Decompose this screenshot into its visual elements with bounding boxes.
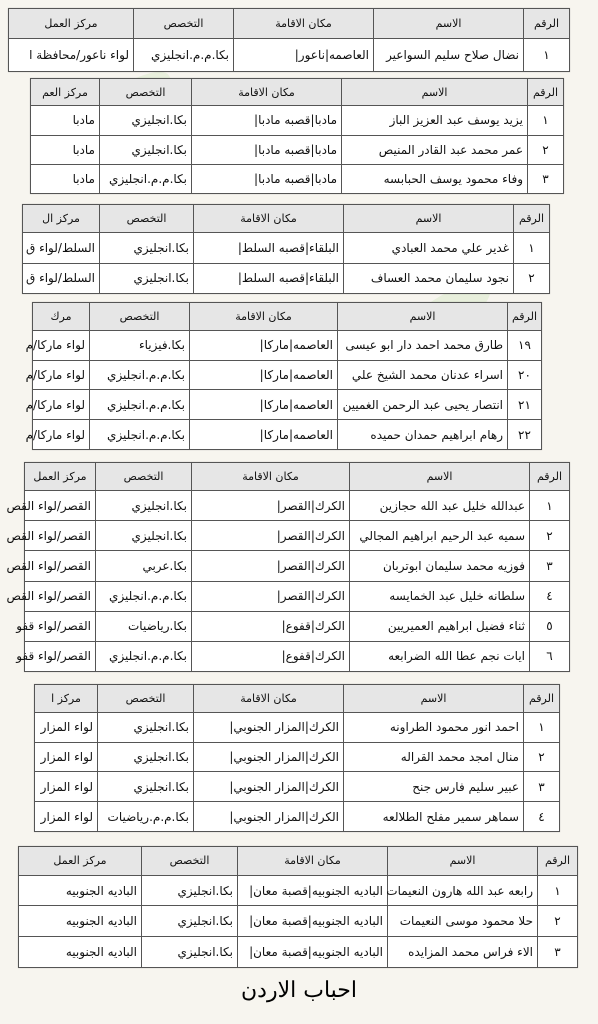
- cell-workplace: القصر/لواء القص: [25, 551, 96, 581]
- cell-workplace: لواء ماركا/م: [33, 390, 90, 420]
- table-row: [19, 937, 578, 968]
- header-workplace: مركز ال: [23, 205, 100, 233]
- cell-num: ٢: [538, 906, 578, 937]
- cell-residence: الباديه الجنوبيه|قصبة معان|: [238, 937, 388, 968]
- cell-name: يزيد يوسف عبد العزيز الباز: [342, 106, 528, 135]
- table-fragment-1: [8, 8, 570, 72]
- table-row: [35, 742, 560, 772]
- cell-num: ٤: [530, 581, 570, 611]
- table-row: [31, 164, 564, 193]
- cell-workplace: لواء ماركا/م: [33, 360, 90, 390]
- header-name: الاسم: [344, 205, 514, 233]
- cell-num: ٢: [524, 742, 560, 772]
- cell-workplace: القصر/لواء القص: [25, 581, 96, 611]
- cell-num: ١٩: [508, 330, 542, 360]
- cell-specialty: بكا.رياضيات: [96, 611, 192, 641]
- cell-specialty: بكا.انجليزي: [96, 521, 192, 551]
- cell-num: ٢: [530, 521, 570, 551]
- table-row: [35, 802, 560, 832]
- cell-specialty: بكا.انجليزي: [142, 906, 238, 937]
- cell-specialty: بكا.انجليزي: [100, 106, 192, 135]
- cell-residence: العاصمه|ماركا|: [190, 360, 338, 390]
- cell-workplace: لواء ماركا/م: [33, 330, 90, 360]
- cell-name: طارق محمد احمد دار ابو عيسى: [338, 330, 508, 360]
- cell-specialty: بكا.عربي: [96, 551, 192, 581]
- table-row: [25, 551, 570, 581]
- cell-residence: الكرك|قفوع|: [192, 611, 350, 641]
- cell-name: ايات نجم عطا الله الضرابعه: [350, 641, 530, 671]
- cell-residence: الباديه الجنوبيه|قصبة معان|: [238, 875, 388, 906]
- table-fragment-5: [6, 462, 570, 672]
- table-row: [25, 521, 570, 551]
- table-row: [19, 906, 578, 937]
- header-residence: مكان الاقامة: [192, 79, 342, 106]
- cell-num: ١: [528, 106, 564, 135]
- table-row: [25, 581, 570, 611]
- cell-name: الاء فراس محمد المزايده: [388, 937, 538, 968]
- cell-specialty: بكا.انجليزي: [142, 875, 238, 906]
- cell-residence: الكرك|القصر|: [192, 581, 350, 611]
- cell-workplace: السلط/لواء ق: [23, 263, 100, 293]
- cell-workplace: لواء المزار: [35, 772, 98, 802]
- cell-specialty: بكا.م.م.انجليزي: [100, 164, 192, 193]
- header-specialty: التخصص: [100, 79, 192, 106]
- cell-num: ٢٢: [508, 420, 542, 450]
- table-fragment-7: [18, 846, 578, 968]
- cell-name: عبير سليم فارس جنح: [344, 772, 524, 802]
- cell-workplace: القصر/لواء القص: [25, 491, 96, 521]
- table-row: [31, 135, 564, 164]
- cell-residence: الكرك|القصر|: [192, 551, 350, 581]
- cell-num: ٢: [528, 135, 564, 164]
- table-row: [25, 491, 570, 521]
- cell-name: نجود سليمان محمد العساف: [344, 263, 514, 293]
- cell-residence: العاصمه|ناعور|: [234, 39, 374, 72]
- header-workplace: مركز العمل: [19, 847, 142, 876]
- cell-specialty: بكا.انجليزي: [98, 712, 194, 742]
- header-specialty: التخصص: [142, 847, 238, 876]
- cell-name: غدير علي محمد العبادي: [344, 233, 514, 263]
- header-name: الاسم: [388, 847, 538, 876]
- header-num: الرقم: [538, 847, 578, 876]
- header-residence: مكان الاقامة: [194, 205, 344, 233]
- header-name: الاسم: [350, 463, 530, 491]
- cell-num: ٤: [524, 802, 560, 832]
- cell-num: ٦: [530, 641, 570, 671]
- cell-num: ١: [538, 875, 578, 906]
- cell-specialty: بكا.انجليزي: [100, 233, 194, 263]
- header-workplace: مرك: [33, 303, 90, 331]
- cell-specialty: بكا.م.م.رياضيات: [98, 802, 194, 832]
- cell-name: فوزيه محمد سليمان ابوتربان: [350, 551, 530, 581]
- cell-name: سلطانه خليل عبد الخمايسه: [350, 581, 530, 611]
- cell-workplace: لواء ماركا/م: [33, 420, 90, 450]
- cell-specialty: بكا.انجليزي: [100, 263, 194, 293]
- cell-name: نضال صلاح سليم السواعير: [374, 39, 524, 72]
- cell-workplace: القصر/لواء القص: [25, 521, 96, 551]
- header-workplace: مركز العمل: [25, 463, 96, 491]
- cell-residence: العاصمه|ماركا|: [190, 390, 338, 420]
- cell-residence: مادبا|قصبه مادبا|: [192, 106, 342, 135]
- cell-num: ١: [530, 491, 570, 521]
- cell-specialty: بكا.م.م.انجليزي: [134, 39, 234, 72]
- header-workplace: مركز العم: [31, 79, 100, 106]
- header-num: الرقم: [530, 463, 570, 491]
- cell-num: ٥: [530, 611, 570, 641]
- header-residence: مكان الاقامة: [194, 685, 344, 713]
- header-workplace: مركز العمل: [9, 9, 134, 39]
- cell-workplace: لواء المزار: [35, 802, 98, 832]
- caption-text: احباب الاردن: [241, 978, 357, 1003]
- table-row: [23, 263, 550, 293]
- cell-workplace: السلط/لواء ق: [23, 233, 100, 263]
- cell-name: سميه عبد الرحيم ابراهيم المجالي: [350, 521, 530, 551]
- cell-specialty: بكا.م.م.انجليزي: [96, 641, 192, 671]
- table-row: [25, 641, 570, 671]
- cell-residence: الكرك|المزار الجنوبي|: [194, 712, 344, 742]
- table-row: [33, 330, 542, 360]
- cell-num: ١: [514, 233, 550, 263]
- header-specialty: التخصص: [100, 205, 194, 233]
- cell-name: ثناء فضيل ابراهيم العميريين: [350, 611, 530, 641]
- header-specialty: التخصص: [90, 303, 190, 331]
- cell-num: ٢: [514, 263, 550, 293]
- header-name: الاسم: [338, 303, 508, 331]
- cell-workplace: الباديه الجنوبيه: [19, 937, 142, 968]
- cell-num: ٢١: [508, 390, 542, 420]
- cell-name: رابعه عبد الله هارون النعيمات: [388, 875, 538, 906]
- cell-num: ٢٠: [508, 360, 542, 390]
- cell-specialty: بكا.فيزياء: [90, 330, 190, 360]
- cell-specialty: بكا.م.م.انجليزي: [96, 581, 192, 611]
- header-residence: مكان الاقامة: [234, 9, 374, 39]
- cell-specialty: بكا.م.م.انجليزي: [90, 390, 190, 420]
- cell-name: اسراء عدنان محمد الشيخ علي: [338, 360, 508, 390]
- header-num: الرقم: [524, 685, 560, 713]
- cell-name: وفاء محمود يوسف الحبابسه: [342, 164, 528, 193]
- cell-name: منال امجد محمد القراله: [344, 742, 524, 772]
- cell-num: ٣: [524, 772, 560, 802]
- table-row: [23, 233, 550, 263]
- table-row: [35, 712, 560, 742]
- cell-workplace: القصر/لواء قفو: [25, 641, 96, 671]
- table-row: [19, 875, 578, 906]
- cell-residence: الكرك|المزار الجنوبي|: [194, 772, 344, 802]
- cell-specialty: بكا.م.م.انجليزي: [90, 360, 190, 390]
- cell-name: احمد انور محمود الطراونه: [344, 712, 524, 742]
- header-num: الرقم: [508, 303, 542, 331]
- cell-num: ١: [524, 39, 570, 72]
- cell-residence: الكرك|المزار الجنوبي|: [194, 742, 344, 772]
- table-row: [25, 611, 570, 641]
- table-fragment-6: [34, 684, 560, 832]
- cell-name: سماهر سمير مفلح الطلالعه: [344, 802, 524, 832]
- cell-workplace: الباديه الجنوبيه: [19, 906, 142, 937]
- cell-specialty: بكا.م.م.انجليزي: [90, 420, 190, 450]
- table-row: [33, 390, 542, 420]
- cell-specialty: بكا.انجليزي: [98, 772, 194, 802]
- cell-workplace: لواء المزار: [35, 742, 98, 772]
- header-name: الاسم: [374, 9, 524, 39]
- header-num: الرقم: [524, 9, 570, 39]
- cell-specialty: بكا.انجليزي: [142, 937, 238, 968]
- table-row: [35, 772, 560, 802]
- header-residence: مكان الاقامة: [238, 847, 388, 876]
- header-name: الاسم: [344, 685, 524, 713]
- header-residence: مكان الاقامة: [192, 463, 350, 491]
- header-specialty: التخصص: [134, 9, 234, 39]
- header-num: الرقم: [514, 205, 550, 233]
- header-specialty: التخصص: [96, 463, 192, 491]
- cell-workplace: لواء المزار: [35, 712, 98, 742]
- header-num: الرقم: [528, 79, 564, 106]
- table-fragment-3: [22, 204, 550, 294]
- cell-residence: الكرك|القصر|: [192, 521, 350, 551]
- header-workplace: مركز ا: [35, 685, 98, 713]
- cell-residence: مادبا|قصبه مادبا|: [192, 135, 342, 164]
- header-residence: مكان الاقامة: [190, 303, 338, 331]
- cell-residence: البلقاء|قصبه السلط|: [194, 233, 344, 263]
- cell-name: حلا محمود موسى النعيمات: [388, 906, 538, 937]
- cell-residence: الكرك|القصر|: [192, 491, 350, 521]
- cell-residence: الكرك|قفوع|: [192, 641, 350, 671]
- cell-residence: العاصمه|ماركا|: [190, 330, 338, 360]
- cell-name: عبدالله خليل عبد الله حجازين: [350, 491, 530, 521]
- cell-workplace: مادبا: [31, 106, 100, 135]
- cell-residence: مادبا|قصبه مادبا|: [192, 164, 342, 193]
- cell-num: ٣: [528, 164, 564, 193]
- cell-residence: الكرك|المزار الجنوبي|: [194, 802, 344, 832]
- table-row: [9, 39, 570, 72]
- cell-workplace: مادبا: [31, 135, 100, 164]
- cell-num: ٣: [530, 551, 570, 581]
- cell-residence: الباديه الجنوبيه|قصبة معان|: [238, 906, 388, 937]
- table-row: [33, 420, 542, 450]
- cell-specialty: بكا.انجليزي: [96, 491, 192, 521]
- table-row: [31, 106, 564, 135]
- cell-residence: البلقاء|قصبه السلط|: [194, 263, 344, 293]
- cell-num: ١: [524, 712, 560, 742]
- table-row: [33, 360, 542, 390]
- cell-specialty: بكا.انجليزي: [100, 135, 192, 164]
- cell-workplace: مادبا: [31, 164, 100, 193]
- header-specialty: التخصص: [98, 685, 194, 713]
- cell-num: ٣: [538, 937, 578, 968]
- cell-name: عمر محمد عبد القادر المنيص: [342, 135, 528, 164]
- cell-workplace: القصر/لواء قفو: [25, 611, 96, 641]
- cell-workplace: لواء ناعور/محافظة ا: [9, 39, 134, 72]
- cell-specialty: بكا.انجليزي: [98, 742, 194, 772]
- table-fragment-4: [25, 302, 542, 450]
- cell-workplace: الباديه الجنوبيه: [19, 875, 142, 906]
- cell-name: رهام ابراهيم حمدان حميده: [338, 420, 508, 450]
- header-name: الاسم: [342, 79, 528, 106]
- cell-residence: العاصمه|ماركا|: [190, 420, 338, 450]
- cell-name: انتصار يحيى عبد الرحمن الغميين: [338, 390, 508, 420]
- table-fragment-2: [30, 78, 564, 194]
